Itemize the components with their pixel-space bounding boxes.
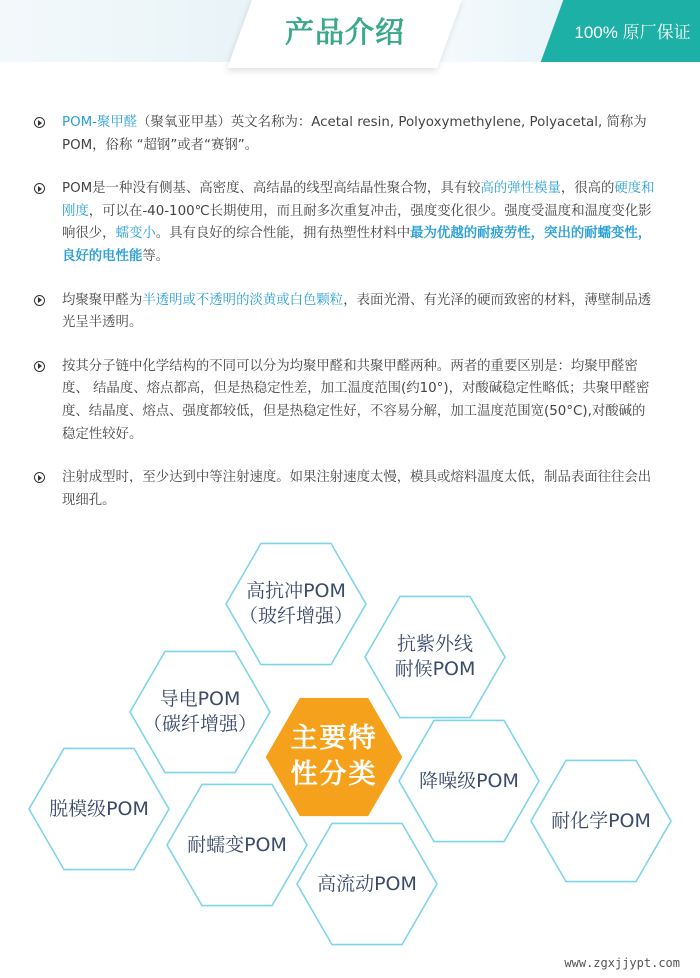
category-label-chemical-resistant <box>531 809 671 834</box>
paragraph-text: POM是一种没有侧基、高密度、高结晶的线型高结晶性聚合物，具有较 <box>62 181 481 197</box>
watermark: www.zgxjjypt.com <box>564 956 680 970</box>
header-banner <box>0 0 700 62</box>
paragraph-text: 。具有良好的综合性能，拥有热塑性材料中 <box>155 226 411 242</box>
highlighted-text: 高的弹性模量 <box>480 181 561 197</box>
paragraph-text: 均聚聚甲醛为 <box>62 292 143 308</box>
highlighted-text: 蠕变小 <box>115 226 156 242</box>
category-label-mold-release <box>29 797 169 822</box>
label-line: 脱模级POM <box>49 797 149 820</box>
label-line: （碳纤增强） <box>142 713 257 735</box>
circle-arrow-bullet-icon <box>34 117 45 128</box>
highlighted-text: 半透明或不透明的淡黄或白色颗粒 <box>142 292 344 308</box>
paragraph-text: 注射成型时，至少达到中等注射速度。如果注射速度太慢，模具或熔料温度太低，制品表面往往会出现细孔。 <box>62 470 652 508</box>
label-line: 导电POM <box>159 688 241 710</box>
paragraph-text: ，可以在-40-100℃长期使用，而且耐多次重复冲击，强度变化很少。强度受温度和温度变化影响很少， <box>62 203 652 242</box>
label-line: 主要特 <box>290 723 378 754</box>
label-line: 耐候POM <box>394 658 476 680</box>
label-line: （玻纤增强） <box>238 605 353 627</box>
description-paragraph <box>34 112 658 157</box>
description-paragraph <box>34 178 658 268</box>
description-paragraph <box>34 356 658 446</box>
label-line: 耐蠕变POM <box>187 833 287 856</box>
paragraph-text: ，表面光滑、有光泽的硬而致密的材料，薄壁制品透光呈半透明。 <box>62 292 652 331</box>
label-line: 性分类 <box>290 759 378 790</box>
category-label-uv-resistant <box>365 632 505 682</box>
label-line: 降噪级POM <box>419 769 519 792</box>
circle-arrow-bullet-icon <box>34 472 45 483</box>
category-label-high-impact <box>226 579 366 629</box>
highlighted-text: 最为优越的耐疲劳性，突出的耐蠕变性，良好的电性能 <box>62 226 652 264</box>
label-line: 耐化学POM <box>551 809 651 832</box>
paragraph-text: 按其分子链中化学结构的不同可以分为均聚甲醛和共聚甲醛两种。两者的重要区别是：均聚甲醛密度、 结晶度、熔点都高，但是热稳定性差，加工温度范围(约10°)，对酸碱稳定性略低；共聚甲醛密度、结晶度、熔点、强度都较低，但是热稳定性好，不容易分解，加工温度范围宽(50°C),对酸碱的稳定性较好。 <box>62 358 650 442</box>
category-label-conductive <box>130 687 270 737</box>
description-paragraph <box>34 467 658 512</box>
label-line: 抗紫外线 <box>396 633 473 655</box>
circle-arrow-bullet-icon <box>34 183 45 194</box>
page-title: 产品介绍 <box>284 15 405 49</box>
category-label-creep-resistant <box>167 833 307 858</box>
description-paragraph <box>34 290 658 335</box>
circle-arrow-bullet-icon <box>34 295 45 306</box>
center-category-label <box>264 721 404 793</box>
category-label-low-noise <box>399 769 539 794</box>
highlighted-text: POM-聚甲醛 <box>62 115 138 130</box>
guarantee-label: 100% 原厂保证 <box>574 23 691 42</box>
label-line: 高流动POM <box>317 872 417 895</box>
label-line: 高抗冲POM <box>246 580 346 602</box>
category-label-high-flow <box>297 872 437 897</box>
description-list <box>34 112 658 533</box>
highlighted-text: 硬度和刚度 <box>62 181 655 219</box>
paragraph-text: ，很高的 <box>560 181 615 197</box>
circle-arrow-bullet-icon <box>34 361 45 372</box>
paragraph-text: （聚氧亚甲基）英文名称为：Acetal resin, Polyoxymethylene, Polyacetal, 简称为POM，俗称 “超钢”或者“赛钢”。 <box>62 115 647 153</box>
paragraph-text: 等。 <box>142 248 170 264</box>
property-categories-diagram <box>0 525 700 978</box>
